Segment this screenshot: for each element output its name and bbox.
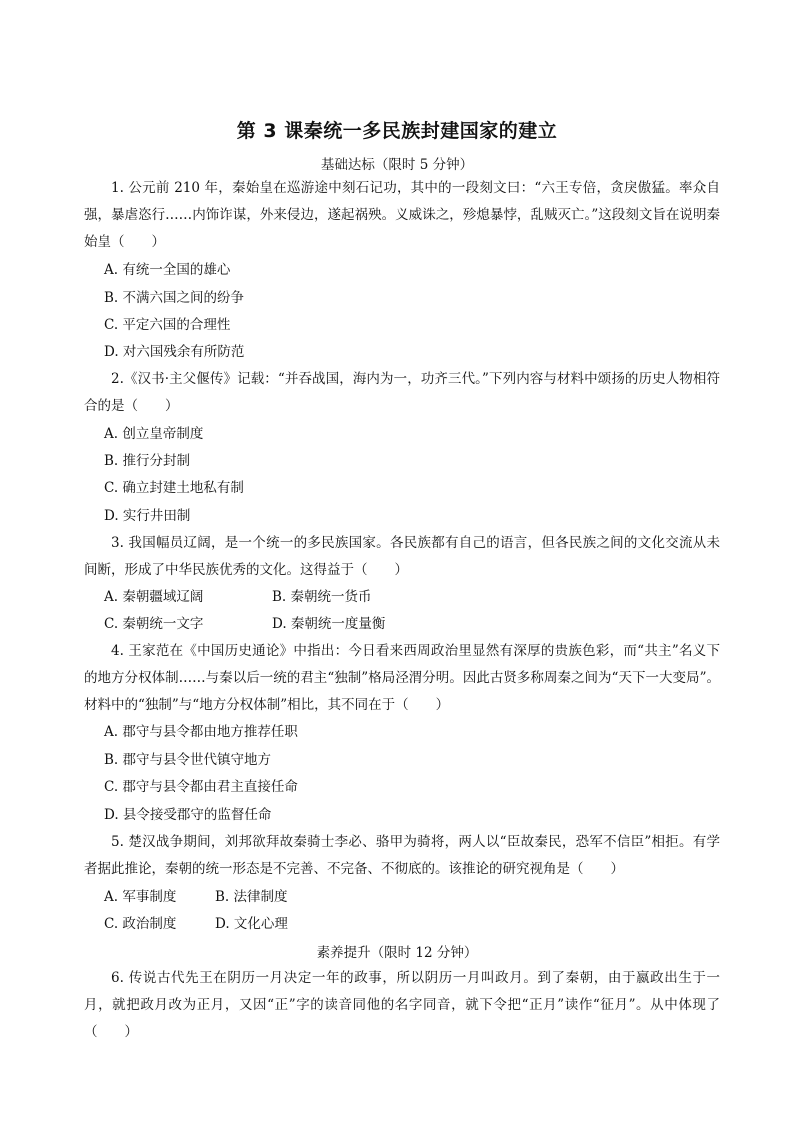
question-3-stem: 3. 我国幅员辽阔，是一个统一的多民族国家。各民族都有自己的语言，但各民族之间的文化交流从未间断，形成了中华民族优秀的文化。这得益于（ ） [84,535,720,578]
question-4-option-a: A. 郡守与县令都由地方推荐任职 [104,724,298,740]
question-5-option-d: D. 文化心理 [215,916,288,932]
question-1-option-d: D. 对六国残余有所防范 [104,344,245,360]
question-1-option-c: C. 平定六国的合理性 [104,317,231,333]
question-1-stem: 1. 公元前 210 年，秦始皇在巡游途中刻石记功，其中的一段刻文曰：“六王专倍，贪戾傲猛。率众自强，暴虐恣行……内饰诈谋，外来侵边，遂起祸殃。义威诛之，殄熄暴悖，乱贼灭亡。”这段刻文旨在说明秦始皇（ ） [84,180,720,250]
question-3-option-a: A. 秦朝疆域辽阔 [104,589,204,605]
question-4-stem: 4. 王家范在《中国历史通论》中指出：今日看来西周政治里显然有深厚的贵族色彩，而“共主”名义下的地方分权体制……与秦以后一统的君主“独制”格局泾渭分明。因此古贤多称周秦之间为“天下一大变局”。材料中的“独制”与“地方分权体制”相比，其不同在于（ ） [84,643,720,713]
question-5-option-c: C. 政治制度 [104,916,177,932]
question-4-option-c: C. 郡守与县令都由君主直接任命 [104,779,298,795]
question-3-option-b: B. 秦朝统一货币 [272,589,372,605]
question-3-option-d: D. 秦朝统一度量衡 [272,616,386,632]
question-2-option-a: A. 创立皇帝制度 [104,426,204,442]
section-heading-basic: 基础达标（限时 5 分钟） [320,157,474,173]
question-6-stem: 6. 传说古代先王在阴历一月决定一年的政事，所以阴历一月叫政月。到了秦朝，由于嬴政出生于一月，就把政月改为正月，又因“正”字的读音同他的名字同音，就下令把“正月”读作“征月”。从中体现了（ ） [84,970,720,1040]
question-1-option-b: B. 不满六国之间的纷争 [104,290,245,306]
question-5-option-b: B. 法律制度 [215,889,288,905]
question-5-option-a: A. 军事制度 [104,889,177,905]
question-4-option-d: D. 县令接受郡守的监督任命 [104,807,272,823]
question-3-option-c: C. 秦朝统一文字 [104,616,204,632]
question-4-option-b: B. 郡守与县令世代镇守地方 [104,752,272,768]
page-title: 第 3 课秦统一多民族封建国家的建立 [236,120,558,142]
question-5-stem: 5. 楚汉战争期间，刘邦欲拜故秦骑士李必、骆甲为骑将，两人以“臣故秦民，恐军不信臣”相拒。有学者据此推论，秦朝的统一形态是不完善、不完备、不彻底的。该推论的研究视角是（ ） [84,834,720,877]
question-1-option-a: A. 有统一全国的雄心 [104,262,231,278]
question-2-option-b: B. 推行分封制 [104,453,191,469]
question-2-option-d: D. 实行井田制 [104,508,191,524]
question-2-option-c: C. 确立封建土地私有制 [104,480,244,496]
section-heading-advanced: 素养提升（限时 12 分钟） [316,945,478,961]
question-2-stem: 2.《汉书·主父偃传》记载：“并吞战国，海内为一，功齐三代。”下列内容与材料中颂扬的历史人物相符合的是（ ） [84,371,720,414]
